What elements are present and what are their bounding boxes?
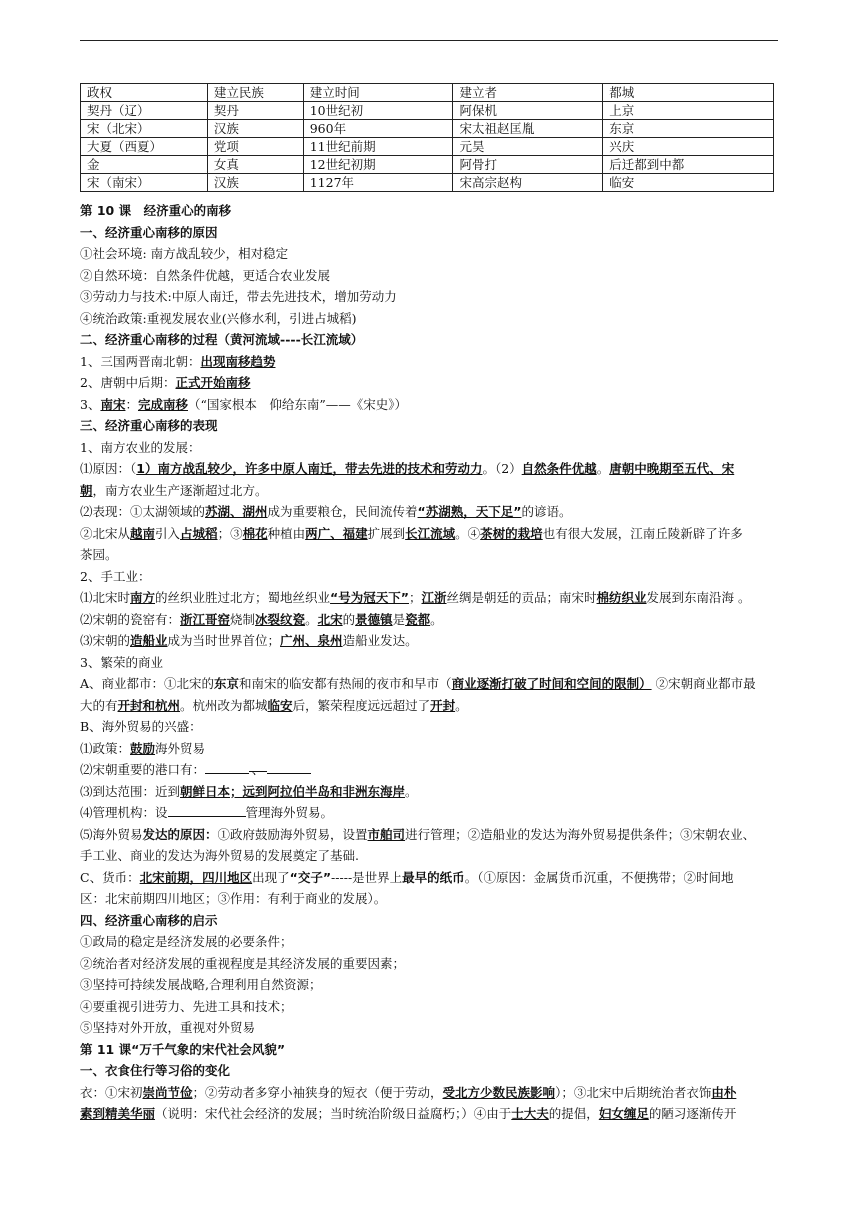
table-cell: 10世纪初 [303,102,453,120]
text-line: ①社会环境: 南方战乱较少，相对稳定 [80,246,289,261]
text-line: ⑴原因：（1）南方战乱较少，许多中原人南迁，带去先进的技术和劳动力。（2）自然条件优越。唐朝中晚期至五代、宋 [80,461,735,476]
text-line: 大的有开封和杭州。杭州改为都城临安后，繁荣程度远远超过了开封。 [80,697,468,713]
table-cell: 党项 [207,138,303,156]
table-row [81,102,774,120]
text-line: ⑵宋朝重要的港口有： 、 [80,759,780,781]
table-cell: 金 [81,156,208,174]
header-cell: 都城 [603,84,774,102]
text-line: 3、繁荣的商业 [80,654,163,670]
text-line: 朝，南方农业生产逐渐超过北方。 [80,482,268,498]
header-cell: 建立时间 [303,84,453,102]
text-line: 素到精美华丽（说明：宋代社会经济的发展；当时统治阶级日益腐朽；）④由于士大夫的提倡，妇女缠足的陋习逐渐传开 [80,1106,737,1121]
lesson-11-title: 第 11 课“万千气象的宋代社会风貌” [80,1041,286,1057]
table-row [81,174,774,192]
text-line: ②统治者对经济发展的重视程度是其经济发展的重要因素； [80,955,406,971]
header-cell: 建立民族 [207,84,303,102]
table-cell: 元昊 [453,138,603,156]
text-line: B、海外贸易的兴盛： [80,719,202,734]
table-row [81,156,774,174]
section-heading: 四、经济重心南移的启示 [80,912,218,928]
header-cell: 建立者 [453,84,603,102]
table-cell: 宋（北宋） [81,120,208,138]
lesson-10-title: 第 10 课 经济重心的南移 [80,203,232,218]
text-line: 3、南宋：完成南移（“国家根本 仰给东南”——《宋史》） [80,396,408,412]
fill-in-blank-separator: 、 [249,759,267,772]
text-line: ③坚持可持续发展战略,合理利用自然资源； [80,977,322,992]
table-cell: 大夏（西夏） [81,138,208,156]
text-line: ⑤坚持对外开放，重视对外贸易 [80,1020,256,1035]
text-line: A、商业都市：①北宋的东京和南宋的临安都有热闹的夜市和早市（商业逐渐打破了时间和空间的限制） ②宋朝商业都市最 [80,676,756,691]
table-cell: 阿骨打 [453,156,603,174]
text-line: ⑵宋朝的瓷窑有：浙江哥窑烧制冰裂纹瓷。北宋的景德镇是瓷都。 [80,611,443,627]
fill-in-blank [168,804,246,817]
table-cell: 汉族 [207,120,303,138]
text-line: ⑵表现：①太湖领域的苏湖、湖州成为重要粮仓，民间流传着“苏湖熟，天下足”的谚语。 [80,504,572,519]
table-cell: 汉族 [207,174,303,192]
table-cell: 阿保机 [453,102,603,120]
header-cell: 政权 [81,84,208,102]
table-cell: 12世纪初期 [303,156,453,174]
table-row [81,120,774,138]
table-cell: 1127年 [303,174,453,192]
text-line: ④要重视引进劳力、先进工具和技术； [80,998,293,1014]
table-cell: 临安 [603,174,774,192]
text-line: 2、唐朝中后期：正式开始南移 [80,375,251,390]
table-cell: 宋太祖赵匡胤 [453,120,603,138]
text-line: ②自然环境：自然条件优越，更适合农业发展 [80,267,331,283]
fill-in-blank [205,761,249,774]
text-line: ⑸海外贸易发达的原因：①政府鼓励海外贸易，设置市舶司进行管理；②造船业的发达为海外贸易提供条件；③宋朝农业、 [80,826,756,842]
section-heading: 三、经济重心南移的表现 [80,418,218,433]
section-heading: 一、经济重心南移的原因 [80,224,218,240]
table-cell: 11世纪前期 [303,138,453,156]
document-body [80,200,780,1125]
table-cell: 契丹（辽） [81,102,208,120]
table-cell: 宋高宗赵构 [453,174,603,192]
text-line: ⑴北宋时南方的丝织业胜过北方；蜀地丝织业“号为冠天下”；江浙丝绸是朝廷的贡品；南宋时棉纺织业发展到东南沿海 。 [80,590,751,605]
fill-in-blank [267,761,311,774]
text-line: 1、三国两晋南北朝：出现南移趋势 [80,353,276,369]
table-cell: 契丹 [207,102,303,120]
text-line: C、货币：北宋前期，四川地区出现了“交子”-----是世界上最早的纸币。（①原因：金属货币沉重，不便携带；②时间地 [80,869,734,885]
table-cell: 兴庆 [603,138,774,156]
section-heading: 一、衣食住行等习俗的变化 [80,1063,231,1078]
table-cell: 宋（南宋） [81,174,208,192]
text-line: ③劳动力与技术:中原人南迁，带去先进技术，增加劳动力 [80,289,397,304]
text-line: ④统治政策:重视发展农业(兴修水利，引进占城稻) [80,310,357,326]
text-line: ⑴政策：鼓励海外贸易 [80,740,206,756]
header-rule [80,40,778,41]
text-line: ⑶宋朝的造船业成为当时世界首位；广州、泉州造船业发达。 [80,633,418,648]
table-cell: 后迁都到中都 [603,156,774,174]
text-line: ②北宋从越南引入占城稻；③棉花种植由两广、福建扩展到长江流域。④茶树的栽培也有很大发展，江南丘陵新辟了许多 [80,525,743,541]
table-cell: 上京 [603,102,774,120]
text-line: ⑷管理机构：设 管理海外贸易。 [80,805,334,820]
text-line: ①政局的稳定是经济发展的必要条件； [80,934,293,949]
text-line: 衣：①宋初崇尚节俭；②劳动者多穿小袖狭身的短衣（便于劳动，受北方少数民族影响）；③北宋中后期统治者衣饰由朴 [80,1084,737,1100]
table-header-row [81,84,774,102]
text-line: 区：北宋前期四川地区；③作用：有利于商业的发展）。 [80,891,387,906]
text-line: 手工业、商业的发达为海外贸易的发展奠定了基础. [80,848,359,863]
regimes-table [80,83,774,192]
table-row [81,138,774,156]
section-heading: 二、经济重心南移的过程（黄河流域----长江流域） [80,332,364,347]
table-cell: 东京 [603,120,774,138]
table-cell: 女真 [207,156,303,174]
text-line: 1、南方农业的发展： [80,439,201,455]
text-line: 2、手工业： [80,568,151,584]
text-line: 茶园。 [80,547,118,562]
table-cell: 960年 [303,120,453,138]
text-line: ⑶到达范围：近到朝鲜日本；远到阿拉伯半岛和非洲东海岸。 [80,783,418,799]
